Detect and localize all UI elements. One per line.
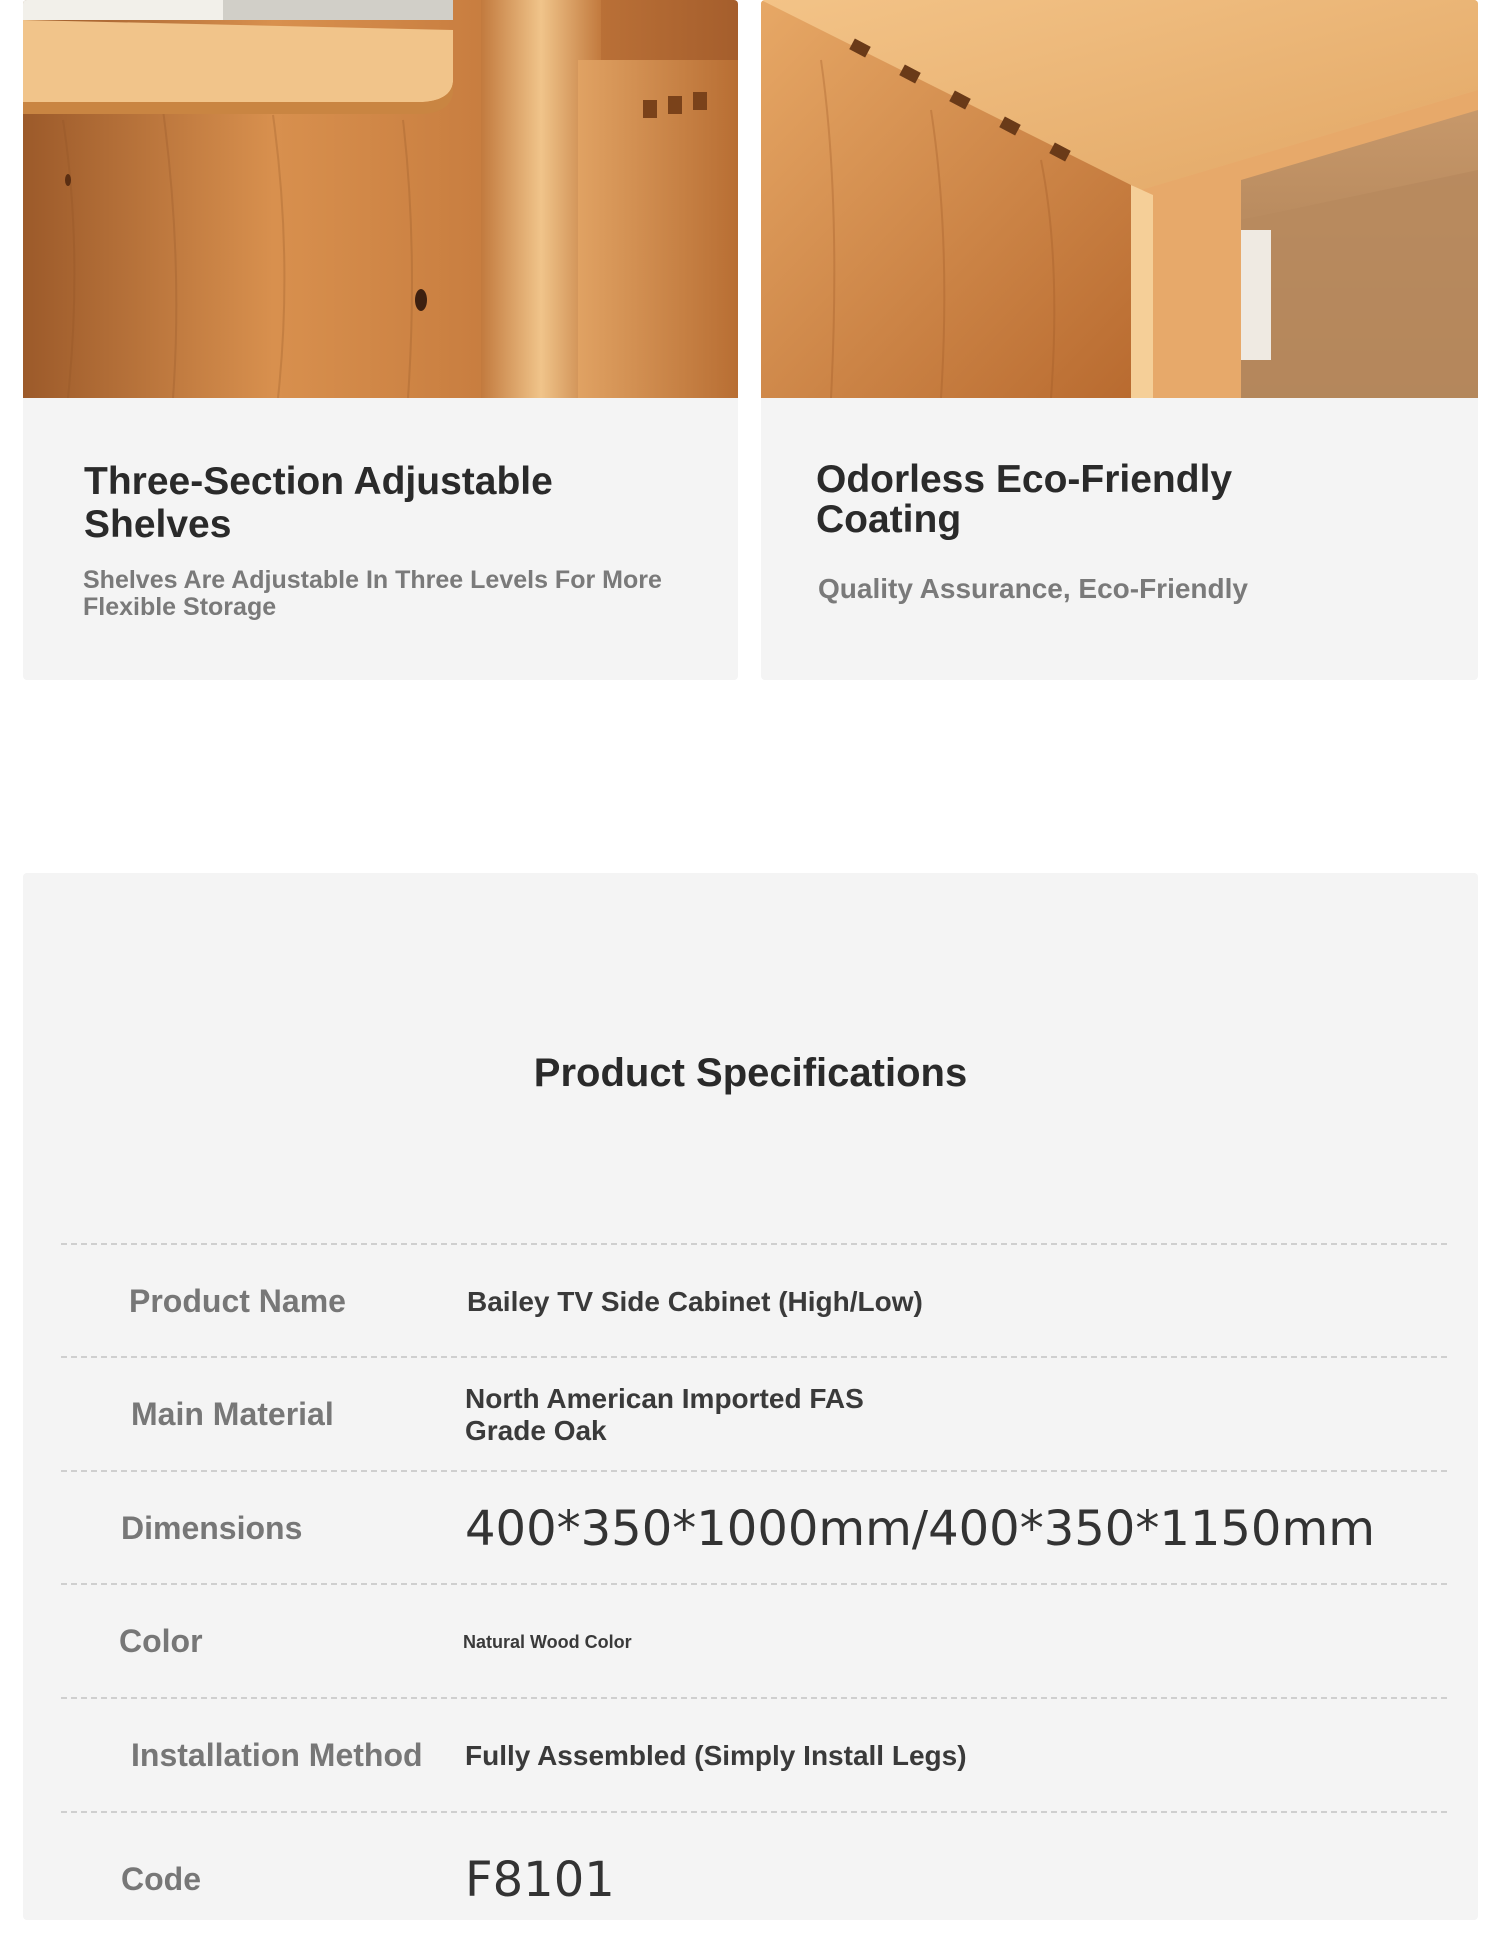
spec-value: North American Imported FAS Grade Oak [465,1382,864,1446]
spec-value: Bailey TV Side Cabinet (High/Low) [467,1285,923,1317]
feature-subtitle: Shelves Are Adjustable In Three Levels For More Flexible Storage [83,566,662,621]
cabinet-shelf-photo [23,0,738,398]
spec-row-code [61,1811,1447,1926]
spec-row-main-material [61,1356,1447,1471]
product-specifications-panel [23,873,1478,1920]
spec-label: Installation Method [131,1737,423,1773]
spec-value: 400*350*1000mm/400*350*1150mm [465,1500,1375,1557]
spec-label: Code [121,1861,201,1897]
spec-row-color [61,1583,1447,1698]
spec-label: Color [119,1623,203,1659]
specifications-heading: Product Specifications [533,1051,968,1095]
feature-title: Three-Section Adjustable Shelves [84,460,553,546]
spec-row-dimensions [61,1470,1447,1585]
feature-title: Odorless Eco-Friendly Coating [816,458,1233,541]
feature-card-shelves [23,0,738,680]
feature-subtitle: Quality Assurance, Eco-Friendly [818,573,1248,604]
cabinet-corner-photo [761,0,1478,398]
feature-card-coating [761,0,1478,680]
spec-label: Main Material [131,1396,334,1432]
spec-label: Product Name [129,1283,346,1319]
spec-label: Dimensions [121,1510,303,1546]
spec-value: F8101 [465,1851,615,1908]
spec-value: Natural Wood Color [463,1631,632,1652]
spec-value: Fully Assembled (Simply Install Legs) [465,1739,967,1771]
spec-row-installation-method [61,1697,1447,1812]
spec-row-product-name [61,1243,1447,1358]
